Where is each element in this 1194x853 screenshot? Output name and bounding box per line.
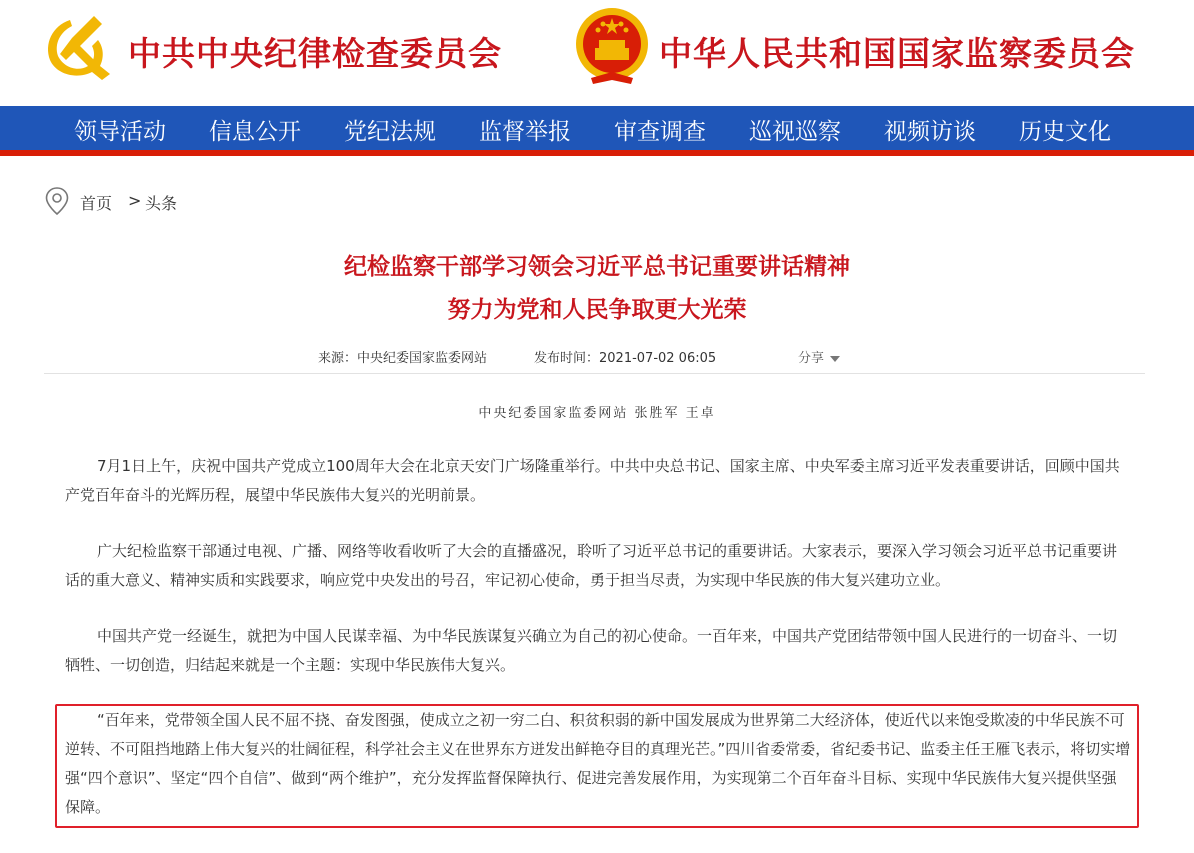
nsc-site-name[interactable]: 中华人民共和国国家监察委员会 <box>659 34 1135 73</box>
share-label: 分享 <box>798 351 825 366</box>
breadcrumb-current[interactable]: 头条 <box>145 194 178 213</box>
nav-item-inspection-tours[interactable]: 巡视巡察 <box>749 119 841 145</box>
meta-divider <box>44 373 1145 374</box>
article-paragraph-2: 广大纪检监察干部通过电视、广播、网络等收看收听了大会的直播盛况，聆听了习近平总书记的重要讲话。大家表示，要深入学习领会习近平总书记重要讲话的重大意义、精神实质和实践要求，响应党中央发出的号召，牢记初心使命，勇于担当尽责，为实现中华民族的伟大复兴建功立业。 <box>65 542 1118 589</box>
article-paragraph-highlighted: “百年来，党带领全国人民不屈不挠、奋发图强，使成立之初一穷二白、积贫积弱的新中国发展成为世界第二大经济体，使近代以来饱受欺凌的中华民族不可逆转、不可阻挡地踏上伟大复兴的壮阔征程，科学社会主义在世界东方迸发出鲜艳夺目的真理光芒。”四川省委常委，省纪委书记、监委主任王雁飞表示，将切实增强“四个意识”、坚定“四个自信”、做到“两个维护”，充分发挥监督保障执行、促进完善发展作用，为实现第二个百年奋斗目标、实现中华民族伟大复兴提供坚强保障。 <box>65 711 1131 816</box>
national-emblem-icon <box>573 4 651 88</box>
nav-item-party-regulations[interactable]: 党纪法规 <box>344 119 436 145</box>
nav-item-leadership-activities[interactable]: 领导活动 <box>74 119 166 145</box>
nav-item-supervision-reporting[interactable]: 监督举报 <box>479 119 571 145</box>
breadcrumb-separator: > <box>128 191 142 210</box>
main-navigation <box>0 106 1194 150</box>
nav-item-review-investigation[interactable]: 审查调查 <box>614 119 706 145</box>
site-header <box>0 0 1194 106</box>
nav-item-information-disclosure[interactable]: 信息公开 <box>209 119 301 145</box>
breadcrumb-home-link[interactable]: 首页 <box>80 194 113 213</box>
article-paragraph-3: 中国共产党一经诞生，就把为中国人民谋幸福、为中华民族谋复兴确立为自己的初心使命。一百年来，中国共产党团结带领中国人民进行的一切奋斗、一切牺牲、一切创造，归结起来就是一个主题：实现中华民族伟大复兴。 <box>65 627 1118 674</box>
article-byline: 中央纪委国家监委网站 张胜军 王卓 <box>478 406 716 421</box>
location-pin-icon <box>44 186 70 216</box>
nav-item-video-interviews[interactable]: 视频访谈 <box>884 119 976 145</box>
nav-red-stripe <box>0 150 1194 156</box>
article-title-line-1: 纪检监察干部学习领会习近平总书记重要讲话精神 <box>344 254 850 280</box>
article-source: 来源：中央纪委国家监委网站 <box>318 351 488 366</box>
article-title-line-2: 努力为党和人民争取更大光荣 <box>447 297 747 323</box>
article-publish-time: 发布时间：2021-07-02 06:05 <box>534 351 717 366</box>
article-paragraph-1: 7月1日上午，庆祝中国共产党成立100周年大会在北京天安门广场隆重举行。中共中央总书记、国家主席、中央军委主席习近平发表重要讲话，回顾中国共产党百年奋斗的光辉历程，展望中华民族伟大复兴的光明前景。 <box>65 457 1120 504</box>
share-button[interactable] <box>798 347 840 366</box>
nav-item-history-culture[interactable]: 历史文化 <box>1019 119 1111 145</box>
cpc-ccdi-site-name[interactable]: 中共中央纪律检查委员会 <box>128 34 502 73</box>
chevron-down-icon <box>830 356 840 362</box>
party-emblem-icon <box>42 12 114 82</box>
